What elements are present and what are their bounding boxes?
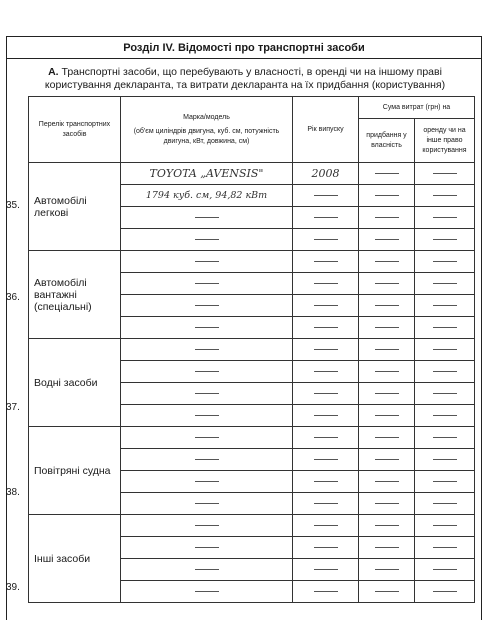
cell-dash: [293, 493, 359, 515]
row-number-37: 37.: [6, 402, 20, 413]
cell-dash: [293, 339, 359, 361]
cell-dash: [121, 471, 293, 493]
cell-dash: [121, 383, 293, 405]
row-number-35: 35.: [6, 200, 20, 211]
cell-dash: [121, 427, 293, 449]
cell-dash: [415, 317, 475, 339]
cell-dash: [293, 185, 359, 207]
cell-dash: [415, 515, 475, 537]
cell-dash: [359, 537, 415, 559]
cell-dash: [415, 339, 475, 361]
cell-dash: [359, 383, 415, 405]
cell-dash: [415, 163, 475, 185]
cell-dash: [359, 405, 415, 427]
header-purchase: придбання у власність: [359, 119, 415, 163]
subtitle-text: Транспортні засоби, що перебувають у власності, в оренді чи на іншому праві користування декларанта, та витрати декларанта на їх придбання (користування): [44, 66, 446, 91]
cell-dash: [359, 273, 415, 295]
row-label-trucks: Автомобілі вантажні (спеціальні): [29, 251, 121, 339]
cell-dash: [359, 317, 415, 339]
cell-dash: [415, 229, 475, 251]
cell-dash: [415, 581, 475, 603]
entry-year: 2008: [293, 163, 359, 185]
cell-dash: [359, 339, 415, 361]
cell-dash: [293, 251, 359, 273]
cell-dash: [359, 427, 415, 449]
cell-dash: [121, 339, 293, 361]
cell-dash: [293, 317, 359, 339]
cell-dash: [415, 295, 475, 317]
cell-dash: [121, 559, 293, 581]
cell-dash: [121, 207, 293, 229]
cell-dash: [359, 471, 415, 493]
header-brand-title: Марка/модель: [183, 113, 230, 121]
cell-dash: [359, 493, 415, 515]
cell-dash: [359, 163, 415, 185]
row-number-39: 39.: [6, 582, 20, 593]
cell-dash: [415, 405, 475, 427]
cell-dash: [293, 581, 359, 603]
section-subtitle: [20, 66, 470, 92]
cell-dash: [415, 427, 475, 449]
row-label-cars: Автомобілі легкові: [29, 163, 121, 251]
row-label-aircraft: Повітряні судна: [29, 427, 121, 515]
cell-dash: [121, 295, 293, 317]
cell-dash: [359, 185, 415, 207]
cell-dash: [293, 295, 359, 317]
cell-dash: [359, 295, 415, 317]
cell-dash: [415, 185, 475, 207]
header-rent: оренду чи на інше право користування: [415, 119, 475, 163]
cell-dash: [121, 251, 293, 273]
header-brand-detail: (об'єм циліндрів двигуна, куб. см, потужність двигуна, кВт, довжина, см): [133, 127, 280, 145]
cell-dash: [121, 405, 293, 427]
cell-dash: [121, 581, 293, 603]
cell-dash: [121, 493, 293, 515]
cell-dash: [359, 559, 415, 581]
cell-dash: [293, 405, 359, 427]
cell-dash: [121, 515, 293, 537]
row-label-other: Інші засоби: [29, 515, 121, 603]
cell-dash: [293, 207, 359, 229]
cell-dash: [121, 273, 293, 295]
cell-dash: [121, 361, 293, 383]
header-list: Перелік транспортних засобів: [29, 97, 121, 163]
cell-dash: [415, 273, 475, 295]
cell-dash: [415, 251, 475, 273]
cell-dash: [359, 361, 415, 383]
cell-dash: [359, 515, 415, 537]
header-year: Рік випуску: [293, 97, 359, 163]
cell-dash: [359, 581, 415, 603]
cell-dash: [415, 383, 475, 405]
cell-dash: [293, 229, 359, 251]
cell-dash: [415, 449, 475, 471]
header-expenses: Сума витрат (грн) на: [359, 97, 475, 119]
cell-dash: [121, 317, 293, 339]
row-number-36: 36.: [6, 292, 20, 303]
row-number-38: 38.: [6, 487, 20, 498]
subtitle-letter: А.: [48, 66, 59, 78]
cell-dash: [293, 427, 359, 449]
cell-dash: [121, 449, 293, 471]
section-title: Розділ IV. Відомості про транспортні засоби: [6, 36, 482, 58]
cell-dash: [359, 229, 415, 251]
cell-dash: [359, 251, 415, 273]
cell-dash: [415, 207, 475, 229]
cell-dash: [359, 449, 415, 471]
cell-dash: [293, 471, 359, 493]
cell-dash: [121, 537, 293, 559]
entry-brand-line2: 1794 куб. см, 94,82 кВт: [121, 185, 293, 207]
cell-dash: [415, 361, 475, 383]
vehicles-table: [28, 96, 475, 603]
cell-dash: [415, 559, 475, 581]
header-brand: [121, 97, 293, 163]
cell-dash: [293, 537, 359, 559]
cell-dash: [415, 537, 475, 559]
cell-dash: [121, 229, 293, 251]
row-label-water: Водні засоби: [29, 339, 121, 427]
cell-dash: [293, 361, 359, 383]
cell-dash: [293, 449, 359, 471]
cell-dash: [293, 559, 359, 581]
cell-dash: [293, 383, 359, 405]
cell-dash: [293, 273, 359, 295]
entry-brand-line1: TOYOTA „AVENSIS": [121, 163, 293, 185]
cell-dash: [415, 493, 475, 515]
cell-dash: [415, 471, 475, 493]
cell-dash: [293, 515, 359, 537]
cell-dash: [359, 207, 415, 229]
